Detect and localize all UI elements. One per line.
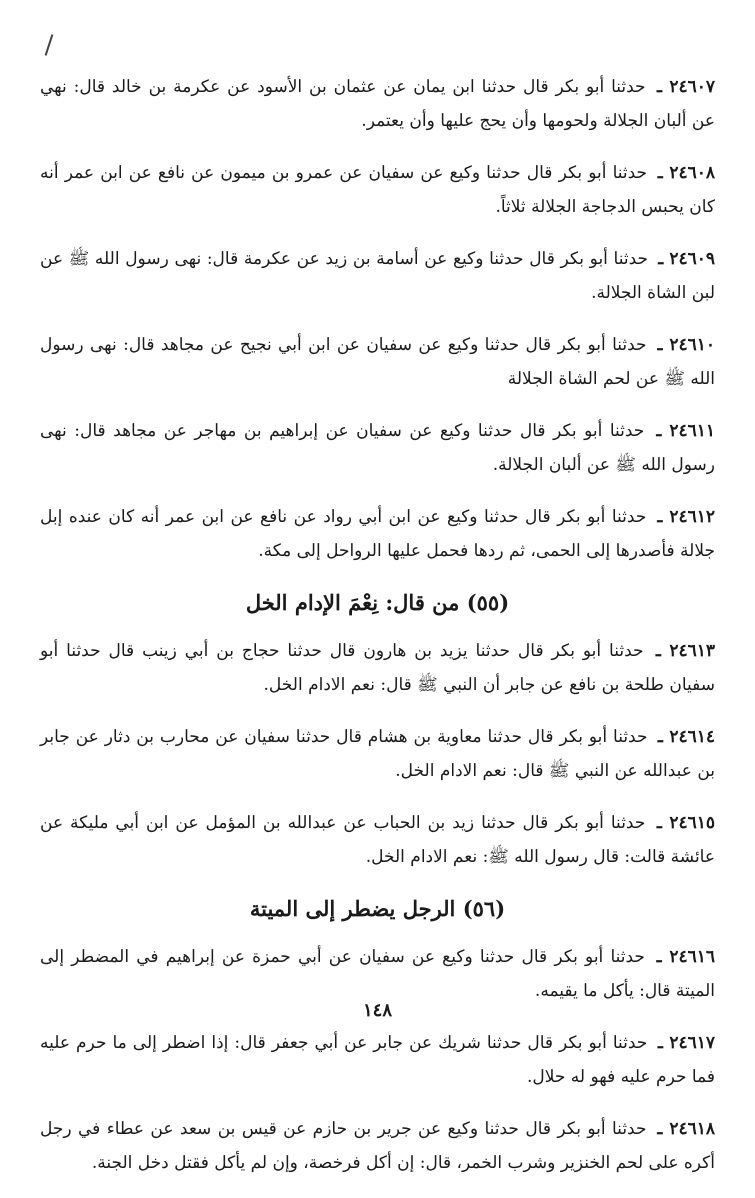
hadith-number: ٢٤٦٠٧ ـ xyxy=(650,77,715,97)
hadith-number: ٢٤٦١٠ ـ xyxy=(651,335,715,355)
hadith-text: حدثنا أبو بكر قال حدثنا وكيع عن جرير بن حازم عن قيس بن سعد عن عطاء في رجل أكره على لحم الخنزير وشرب الخمر، قال: إن أكل فرخصة، وإن لم يأكل فقتل دخل الجنة. xyxy=(40,1119,715,1173)
hadith-24617 xyxy=(40,1026,715,1094)
section-heading-55: (٥٥) من قال: نِعْمَ الإدام الخل xyxy=(245,590,510,615)
hadith-text: حدثنا أبو بكر قال حدثنا وكيع عن ابن أبي رواد عن نافع عن ابن عمر أنه كان عنده إبل جلالة فأصدرها إلى الحمى، ثم ردها فحمل عليها الرواحل إلى مكة. xyxy=(40,507,715,561)
hadith-24613 xyxy=(40,634,715,702)
hadith-number: ٢٤٦١٢ ـ xyxy=(650,507,715,527)
hadith-24609 xyxy=(40,242,715,310)
hadith-number: ٢٤٦١٣ ـ xyxy=(648,641,715,661)
hadith-number: ٢٤٦٠٩ ـ xyxy=(652,249,715,269)
hadith-text: حدثنا أبو بكر قال حدثنا وكيع عن سفيان عن أبي حمزة عن إبراهيم في المضطر إلى الميتة قال: يأكل ما يقيمه. xyxy=(40,947,715,1001)
hadith-24610 xyxy=(40,328,715,396)
hadith-text: حدثنا أبو بكر قال حدثنا يزيد بن هارون قال حدثنا حجاج بن أبي زينب قال حدثنا أبو سفيان طلحة بن نافع عن جابر أن النبي ﷺ قال: نعم الادام الخل. xyxy=(40,641,715,695)
hadith-24608 xyxy=(40,156,715,224)
hadith-text: حدثنا أبو بكر قال حدثنا وكيع عن سفيان عن إبراهيم بن مهاجر عن مجاهد قال: نهى رسول الله ﷺ عن ألبان الجلالة. xyxy=(40,421,715,475)
hadith-number: ٢٤٦١٧ ـ xyxy=(651,1033,715,1053)
hadith-number: ٢٤٦١٨ ـ xyxy=(650,1119,715,1139)
hadith-text: حدثنا أبو بكر قال حدثنا وكيع عن سفيان عن ابن أبي نجيح عن مجاهد قال: نهى رسول الله ﷺ عن لحم الشاة الجلالة xyxy=(40,335,715,389)
hadith-24616 xyxy=(40,940,715,1008)
hadith-text: حدثنا أبو بكر قال حدثنا معاوية بن هشام قال حدثنا سفيان عن محارب بن دثار عن جابر بن عبدالله عن النبي ﷺ قال: نعم الادام الخل. xyxy=(40,727,715,781)
hadith-number: ٢٤٦١٥ ـ xyxy=(649,813,715,833)
hadith-24607 xyxy=(40,70,715,138)
section-heading-56: (٥٦) الرجل يضطر إلى الميتة xyxy=(249,896,506,921)
hadith-text: حدثنا أبو بكر قال حدثنا وكيع عن سفيان عن عمرو بن ميمون عن نافع عن ابن عمر أنه كان يحبس الدجاجة الجلالة ثلاثاً. xyxy=(40,163,715,217)
page-number: ١٤٨ xyxy=(362,1000,392,1021)
hadith-number: ٢٤٦٠٨ ـ xyxy=(651,163,715,183)
hadith-number: ٢٤٦١٤ ـ xyxy=(652,727,715,747)
hadith-text: حدثنا أبو بكر قال حدثنا شريك عن جابر عن أبي جعفر قال: إذا اضطر إلى ما حرم عليه فما حرم عليه فهو له حلال. xyxy=(40,1033,715,1087)
hadith-24612 xyxy=(40,500,715,568)
pencil-mark xyxy=(45,34,54,56)
hadith-number: ٢٤٦١٦ ـ xyxy=(649,947,715,967)
page-content xyxy=(40,70,715,1198)
hadith-text: حدثنا أبو بكر قال حدثنا زيد بن الحباب عن عبدالله بن المؤمل عن ابن أبي مليكة عن عائشة قالت: قال رسول الله ﷺ: نعم الادام الخل. xyxy=(40,813,715,867)
hadith-text: حدثنا أبو بكر قال حدثنا وكيع عن أسامة بن زيد عن عكرمة قال: نهى رسول الله ﷺ عن لبن الشاة الجلالة. xyxy=(40,249,715,303)
hadith-24611 xyxy=(40,414,715,482)
hadith-text: حدثنا أبو بكر قال حدثنا ابن يمان عن عثمان بن الأسود عن عكرمة بن خالد قال: نهي عن ألبان الجلالة ولحومها وأن يحج عليها وأن يعتمر. xyxy=(40,77,715,131)
hadith-24618 xyxy=(40,1112,715,1180)
hadith-24615 xyxy=(40,806,715,874)
hadith-number: ٢٤٦١١ ـ xyxy=(648,421,715,441)
hadith-24614 xyxy=(40,720,715,788)
